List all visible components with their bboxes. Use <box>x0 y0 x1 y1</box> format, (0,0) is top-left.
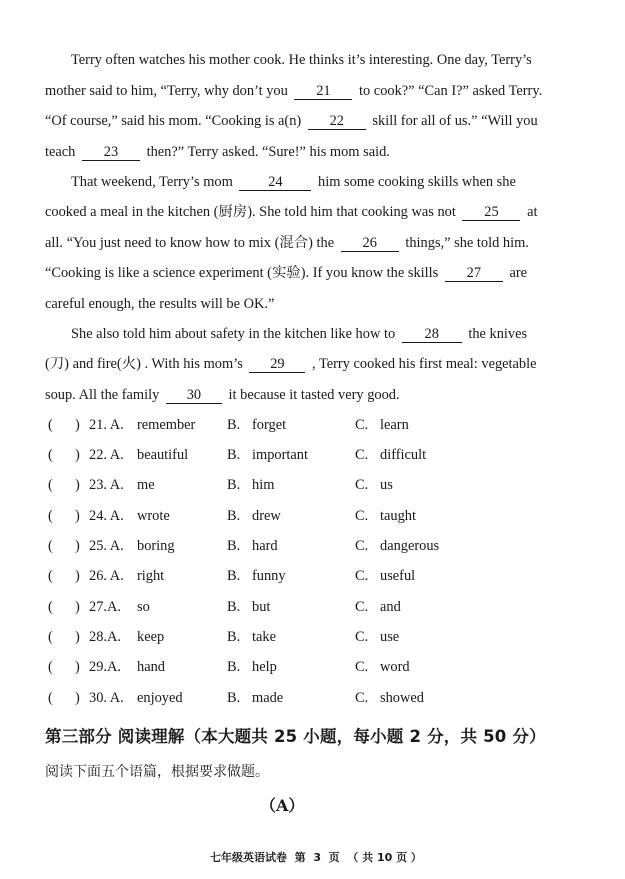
passage-text: “Cooking is like a science experiment (实验). If you know the skills <box>45 265 439 281</box>
passage-line <box>71 50 550 70</box>
option-b: take <box>252 629 276 645</box>
option-b: hard <box>252 538 278 554</box>
passage-line <box>45 233 550 253</box>
answer-paren-left: ( <box>48 659 53 675</box>
blank-26: 26 <box>341 235 399 252</box>
option-b-label: B. <box>227 477 241 493</box>
question-number: 26. A. <box>89 568 124 584</box>
question-number: 21. A. <box>89 417 124 433</box>
question-number: 24. A. <box>89 508 124 524</box>
passage-line <box>45 294 550 314</box>
option-b-label: B. <box>227 629 241 645</box>
option-row-25 <box>45 536 555 556</box>
passage-text: then?” Terry asked. “Sure!” his mom said. <box>146 144 390 160</box>
passage-text: at <box>527 204 538 220</box>
passage-text: to cook?” “Can I?” asked Terry. <box>359 83 543 99</box>
passage-text: That weekend, Terry’s mom <box>71 174 233 190</box>
passage-text: Terry often watches his mother cook. He thinks it’s interesting. One day, Terry’s <box>71 52 532 68</box>
section-title: 第三部分 阅读理解（本大题共 25 小题，每小题 2 分，共 50 分） <box>45 727 546 746</box>
answer-paren-right: ) <box>75 538 80 554</box>
passage-line <box>45 81 550 101</box>
option-row-22 <box>45 445 555 465</box>
passage-line <box>45 202 550 222</box>
option-row-28 <box>45 627 555 647</box>
option-a: hand <box>137 659 165 675</box>
question-number: 27.A. <box>89 599 121 615</box>
answer-paren-left: ( <box>48 629 53 645</box>
blank-22: 22 <box>308 113 366 130</box>
option-a: right <box>137 568 165 584</box>
blank-28: 28 <box>402 326 462 343</box>
passage-text: cooked a meal in the kitchen (厨房). She told him that cooking was not <box>45 204 456 220</box>
passage-label: （A） <box>260 796 305 815</box>
option-c-label: C. <box>355 568 369 584</box>
answer-paren-left: ( <box>48 447 53 463</box>
option-b-label: B. <box>227 659 241 675</box>
option-row-26 <box>45 566 555 586</box>
option-a: so <box>137 599 150 615</box>
option-c: showed <box>380 690 424 706</box>
passage-line <box>45 354 550 374</box>
option-c: dangerous <box>380 538 440 554</box>
passage-text: teach <box>45 144 76 160</box>
option-b: made <box>252 690 284 706</box>
passage-text: things,” she told him. <box>405 235 529 251</box>
answer-paren-left: ( <box>48 508 53 524</box>
passage-line <box>71 172 550 192</box>
option-c: word <box>380 659 410 675</box>
option-a: me <box>137 477 155 493</box>
answer-paren-left: ( <box>48 477 53 493</box>
answer-paren-right: ) <box>75 508 80 524</box>
blank-25: 25 <box>462 204 520 221</box>
answer-paren-right: ) <box>75 568 80 584</box>
option-c-label: C. <box>355 417 369 433</box>
option-c: difficult <box>380 447 427 463</box>
option-a: keep <box>137 629 165 645</box>
option-row-21 <box>45 415 555 435</box>
answer-paren-left: ( <box>48 568 53 584</box>
option-a: enjoyed <box>137 690 183 706</box>
answer-paren-left: ( <box>48 417 53 433</box>
passage-text: (刀) and fire(火) . With his mom’s <box>45 356 243 372</box>
option-b-label: B. <box>227 508 241 524</box>
option-row-24 <box>45 506 555 526</box>
option-b-label: B. <box>227 417 241 433</box>
section-instruction: 阅读下面五个语篇，根据要求做题。 <box>45 764 269 780</box>
option-row-23 <box>45 475 555 495</box>
option-row-30 <box>45 688 555 708</box>
blank-27: 27 <box>445 265 503 282</box>
option-c: learn <box>380 417 409 433</box>
option-b: funny <box>252 568 286 584</box>
option-b-label: B. <box>227 568 241 584</box>
option-b-label: B. <box>227 599 241 615</box>
answer-paren-left: ( <box>48 538 53 554</box>
option-b-label: B. <box>227 538 241 554</box>
passage-line <box>45 142 550 162</box>
option-c-label: C. <box>355 690 369 706</box>
answer-paren-right: ) <box>75 629 80 645</box>
option-b: important <box>252 447 308 463</box>
answer-paren-right: ) <box>75 447 80 463</box>
answer-paren-right: ) <box>75 659 80 675</box>
blank-21: 21 <box>294 83 352 100</box>
passage-text: “Of course,” said his mom. “Cooking is a(n) <box>45 113 302 129</box>
option-row-27 <box>45 597 555 617</box>
option-b: but <box>252 599 271 615</box>
option-c-label: C. <box>355 508 369 524</box>
option-a: wrote <box>137 508 170 524</box>
option-a: beautiful <box>137 447 189 463</box>
option-row-29 <box>45 657 555 677</box>
option-b: help <box>252 659 277 675</box>
option-b: him <box>252 477 275 493</box>
option-b: forget <box>252 417 287 433</box>
passage-line <box>45 385 550 405</box>
option-b-label: B. <box>227 690 241 706</box>
passage-text: it because it tasted very good. <box>228 387 400 403</box>
passage-text: all. “You just need to know how to mix (混合) the <box>45 235 335 251</box>
blank-23: 23 <box>82 144 140 161</box>
passage-line <box>45 263 550 283</box>
answer-paren-right: ) <box>75 477 80 493</box>
passage-text: soup. All the family <box>45 387 160 403</box>
answer-paren-left: ( <box>48 599 53 615</box>
option-c-label: C. <box>355 477 369 493</box>
question-number: 28.A. <box>89 629 121 645</box>
option-c-label: C. <box>355 629 369 645</box>
option-b: drew <box>252 508 281 524</box>
blank-24: 24 <box>239 174 311 191</box>
passage-text: skill for all of us.” “Will you <box>372 113 538 129</box>
question-number: 25. A. <box>89 538 124 554</box>
option-c-label: C. <box>355 599 369 615</box>
passage-line <box>45 111 550 131</box>
answer-paren-right: ) <box>75 599 80 615</box>
blank-29: 29 <box>249 356 305 373</box>
option-a: boring <box>137 538 175 554</box>
passage-text: are <box>509 265 528 281</box>
answer-paren-left: ( <box>48 690 53 706</box>
answer-paren-right: ) <box>75 417 80 433</box>
page-footer: 七年级英语试卷 第 3 页 （ 共 10 页 ） <box>210 851 422 864</box>
option-b-label: B. <box>227 447 241 463</box>
question-number: 30. A. <box>89 690 124 706</box>
question-number: 29.A. <box>89 659 121 675</box>
option-c-label: C. <box>355 659 369 675</box>
passage-text: careful enough, the results will be OK.” <box>45 296 275 312</box>
option-c: and <box>380 599 401 615</box>
question-number: 22. A. <box>89 447 124 463</box>
passage-text: , Terry cooked his first meal: vegetable <box>312 356 537 372</box>
question-number: 23. A. <box>89 477 124 493</box>
passage-text: She also told him about safety in the kitchen like how to <box>71 326 396 342</box>
blank-30: 30 <box>166 387 222 404</box>
option-c: useful <box>380 568 416 584</box>
passage-text: him some cooking skills when she <box>318 174 516 190</box>
option-a: remember <box>137 417 196 433</box>
option-c: us <box>380 477 393 493</box>
option-c: use <box>380 629 400 645</box>
option-c-label: C. <box>355 447 369 463</box>
answer-paren-right: ) <box>75 690 80 706</box>
option-c-label: C. <box>355 538 369 554</box>
passage-line <box>71 324 550 344</box>
passage-text: mother said to him, “Terry, why don’t you <box>45 83 288 99</box>
option-c: taught <box>380 508 416 524</box>
passage-text: the knives <box>468 326 528 342</box>
